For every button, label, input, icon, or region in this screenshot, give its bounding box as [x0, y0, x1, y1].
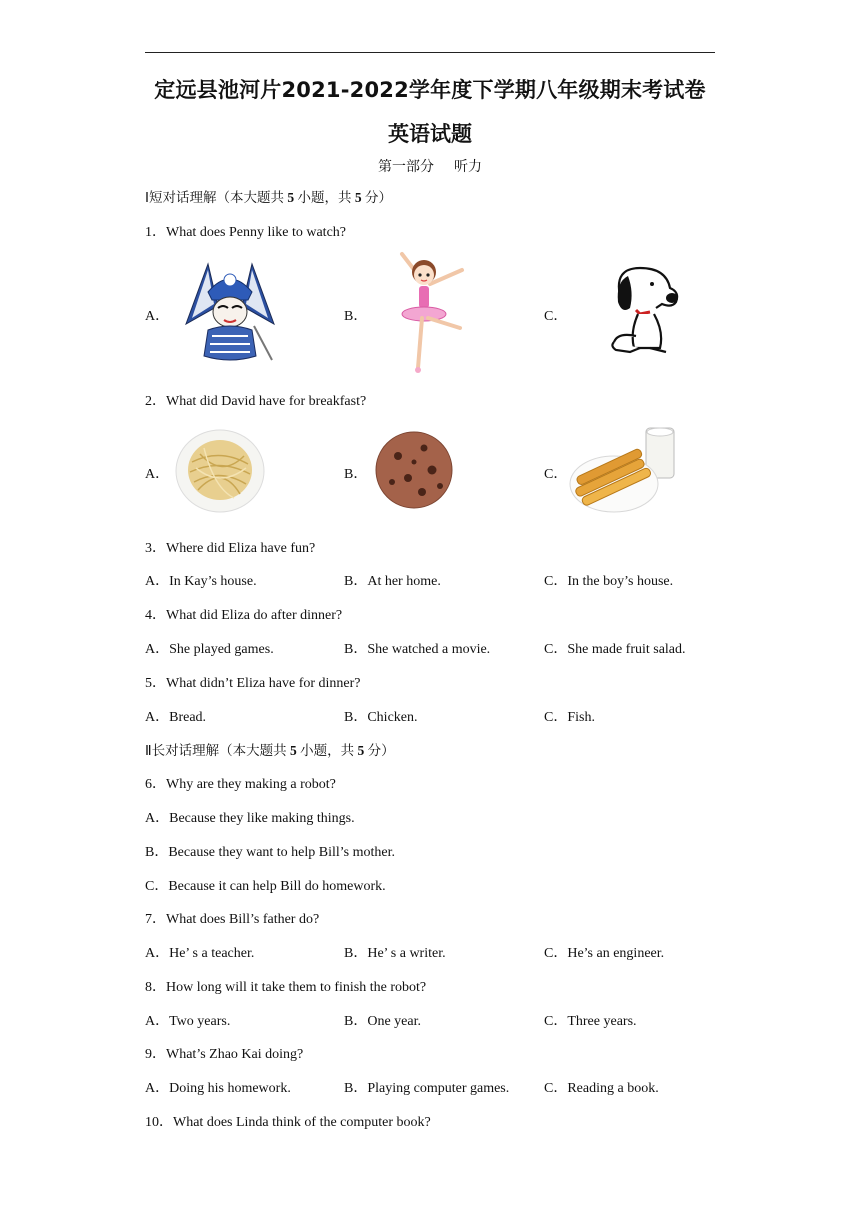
part-name: 听力 — [454, 159, 482, 175]
part-heading — [0, 156, 860, 176]
question-9: 9．What’s Zhao Kai doing? — [145, 1047, 304, 1062]
q2-option-a[interactable]: A． — [145, 467, 170, 482]
snoopy-dog-image — [600, 262, 684, 358]
q5-option-a[interactable]: A．Bread. — [145, 710, 207, 725]
q7-option-c[interactable]: C．He’s an engineer. — [544, 946, 665, 961]
question-10: 10．What does Linda think of the computer book? — [145, 1115, 431, 1130]
q6-option-c[interactable]: C．Because it can help Bill do homework. — [145, 879, 386, 894]
question-6: 6．Why are they making a robot? — [145, 777, 336, 792]
noodles-plate-image — [174, 428, 266, 514]
q9-option-b[interactable]: B．Playing computer games. — [344, 1081, 510, 1096]
question-5: 5．What didn’t Eliza have for dinner? — [145, 676, 361, 691]
q8-option-c[interactable]: C．Three years. — [544, 1014, 637, 1029]
ballet-dancer-image — [382, 250, 468, 376]
q8-option-b[interactable]: B．One year. — [344, 1014, 421, 1029]
chocolate-cookie-image — [374, 430, 454, 510]
q9-option-c[interactable]: C．Reading a book. — [544, 1081, 659, 1096]
q4-option-a[interactable]: A．She played games. — [145, 642, 274, 657]
q6-option-b[interactable]: B．Because they want to help Bill’s mother. — [145, 845, 396, 860]
q7-option-b[interactable]: B．He’ s a writer. — [344, 946, 446, 961]
q1-option-c[interactable]: C． — [544, 309, 568, 324]
top-rule — [145, 52, 715, 53]
section-heading-2: Ⅱ长对话理解（本大题共 5 小题，共 5 分） — [145, 743, 395, 759]
question-8: 8．How long will it take them to finish the robot? — [145, 980, 427, 995]
youtiao-and-milk-image — [568, 426, 680, 516]
q2-option-c[interactable]: C． — [544, 467, 568, 482]
q5-option-c[interactable]: C．Fish. — [544, 710, 595, 725]
section-heading-1: Ⅰ短对话理解（本大题共 5 小题，共 5 分） — [145, 190, 392, 206]
q4-option-c[interactable]: C．She made fruit salad. — [544, 642, 686, 657]
part-label: 第一部分 — [378, 159, 434, 175]
question-4: 4．What did Eliza do after dinner? — [145, 608, 343, 623]
q7-option-a[interactable]: A．He’ s a teacher. — [145, 946, 255, 961]
q3-option-b[interactable]: B．At her home. — [344, 574, 441, 589]
question-7: 7．What does Bill’s father do? — [145, 912, 320, 927]
question-1: 1．What does Penny like to watch? — [145, 225, 347, 240]
exam-subject: 英语试题 — [388, 122, 472, 146]
exam-title: 定远县池河片2021-2022学年度下学期八年级期末考试卷 — [154, 78, 706, 102]
question-3: 3．Where did Eliza have fun? — [145, 541, 316, 556]
q9-option-a[interactable]: A．Doing his homework. — [145, 1081, 291, 1096]
question-2: 2．What did David have for breakfast? — [145, 394, 367, 409]
q8-option-a[interactable]: A．Two years. — [145, 1014, 231, 1029]
q1-option-b[interactable]: B． — [344, 309, 368, 324]
q3-option-c[interactable]: C．In the boy’s house. — [544, 574, 674, 589]
q5-option-b[interactable]: B．Chicken. — [344, 710, 418, 725]
peking-opera-mask-image — [178, 256, 282, 366]
q4-option-b[interactable]: B．She watched a movie. — [344, 642, 491, 657]
q6-option-a[interactable]: A．Because they like making things. — [145, 811, 355, 826]
q1-option-a[interactable]: A． — [145, 309, 170, 324]
q3-option-a[interactable]: A．In Kay’s house. — [145, 574, 257, 589]
q2-option-b[interactable]: B． — [344, 467, 368, 482]
